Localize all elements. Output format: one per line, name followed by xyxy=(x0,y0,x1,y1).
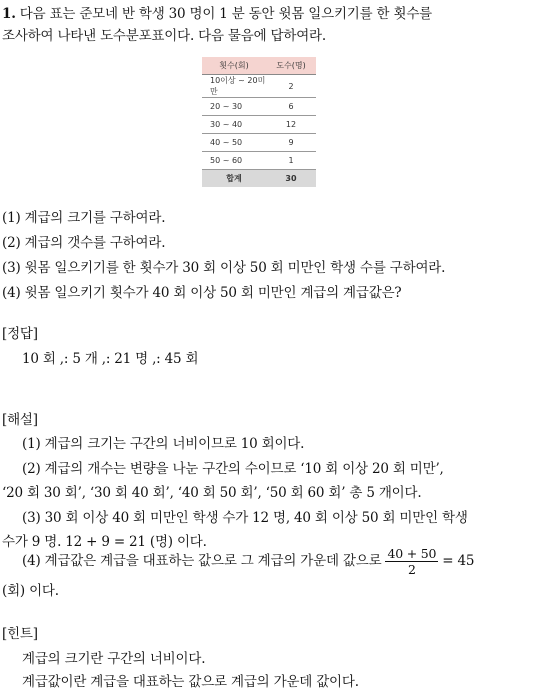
table-cell-range: 30 ~ 40 xyxy=(210,120,243,129)
table-row xyxy=(202,152,316,170)
table-row xyxy=(202,98,316,116)
subquestion-3: (3) 윗몸 일으키기를 한 횟수가 30 회 이상 50 회 미만인 학생 수를 구하여라. xyxy=(2,260,446,276)
question-line-2: 조사하여 나타낸 도수분포표이다. 다음 물음에 답하여라. xyxy=(2,28,326,44)
explanation-line-6-result: = 45 xyxy=(442,553,475,569)
hint-line-1: 계급의 크기란 구간의 너비이다. xyxy=(22,651,206,667)
subquestion-2: (2) 계급의 갯수를 구하여라. xyxy=(2,235,166,251)
explanation-line-4: (3) 30 회 이상 40 회 미만인 학생 수가 12 명, 40 회 이상 50 회 미만인 학생 xyxy=(22,510,468,526)
table-cell-range: 10이상 ~ 20미만 xyxy=(210,76,266,96)
answer-heading: [정답] xyxy=(2,326,38,342)
table-total-value: 30 xyxy=(266,170,316,188)
table-row xyxy=(202,134,316,152)
explanation-line-3: ‘20 회 30 회’, ‘30 회 40 회’, ‘40 회 50 회’, ‘50 회 60 회’ 총 5 개이다. xyxy=(2,485,422,501)
explanation-line-6 xyxy=(22,546,474,577)
fraction-numerator: 40 + 50 xyxy=(387,546,437,561)
explanation-heading: [해설] xyxy=(2,412,38,428)
table-row xyxy=(202,75,316,98)
subquestion-4: (4) 윗몸 일으키기 횟수가 40 회 이상 50 회 미만인 계급의 계급값은? xyxy=(2,285,402,301)
fraction xyxy=(385,546,438,577)
table-total-label: 합계 xyxy=(202,170,266,188)
answer-text: 10 회 ,: 5 개 ,: 21 명 ,: 45 회 xyxy=(22,351,199,367)
explanation-line-2: (2) 계급의 개수는 변량을 나눈 구간의 수이므로 ‘10 회 이상 20 회 미만’, xyxy=(22,461,444,477)
hint-heading: [힌트] xyxy=(2,626,38,642)
table-cell-range: 40 ~ 50 xyxy=(210,138,243,147)
fraction-denominator: 2 xyxy=(407,562,416,577)
hint-line-2: 계급값이란 계급을 대표하는 값으로 계급의 가운데 값이다. xyxy=(22,674,359,690)
table-cell-range: 20 ~ 30 xyxy=(210,102,243,111)
frequency-table xyxy=(202,57,316,187)
explanation-line-7: (회) 이다. xyxy=(2,583,59,599)
table-cell-frequency: 1 xyxy=(288,156,294,165)
question-number: 1. xyxy=(2,6,16,22)
question-text-1: 다음 표는 준모네 반 학생 30 명이 1 분 동안 윗몸 일으키기를 한 횟수를 xyxy=(19,6,433,22)
table-cell-frequency: 12 xyxy=(285,120,297,129)
explanation-line-5: 수가 9 명. 12 + 9 = 21 (명) 이다. xyxy=(2,534,207,550)
table-cell-frequency: 6 xyxy=(288,102,294,111)
table-cell-frequency: 2 xyxy=(288,81,294,91)
table-header-frequency: 도수(명) xyxy=(266,57,316,75)
subquestion-1: (1) 계급의 크기를 구하여라. xyxy=(2,210,166,226)
explanation-line-1: (1) 계급의 크기는 구간의 너비이므로 10 회이다. xyxy=(22,436,305,452)
question-line-1 xyxy=(2,2,432,22)
table-header-range: 횟수(회) xyxy=(202,57,266,75)
explanation-line-6-text: (4) 계급값은 계급을 대표하는 값으로 그 계급의 가운데 값으로 xyxy=(22,553,382,569)
table-row xyxy=(202,116,316,134)
table-cell-frequency: 9 xyxy=(288,138,294,147)
table-cell-range: 50 ~ 60 xyxy=(210,156,243,165)
